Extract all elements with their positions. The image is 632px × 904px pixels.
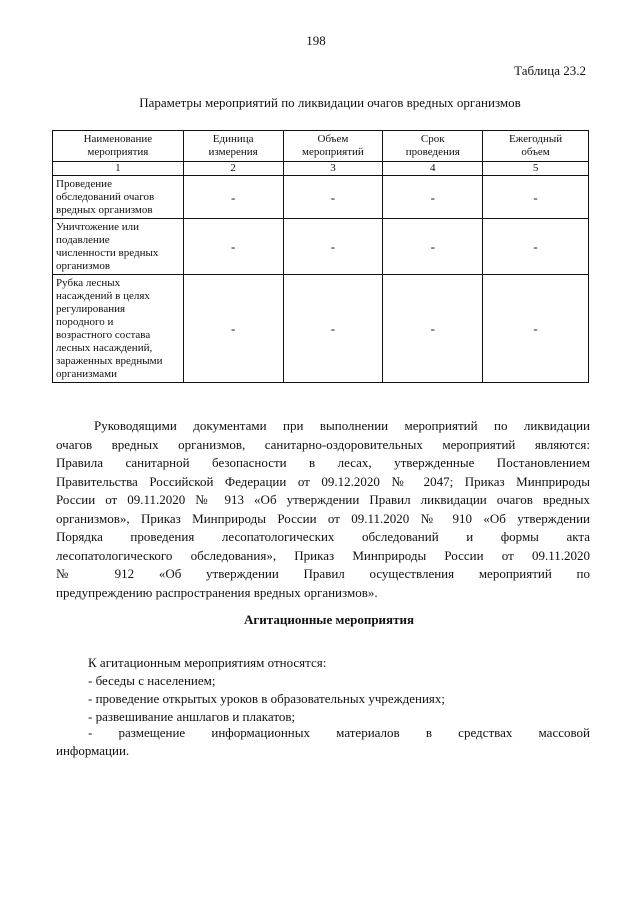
column-number: 4	[383, 162, 483, 176]
row-name-felling: Рубка лесных насаждений в целях регулирования породного и возрастного состава лесных насаждений, зараженных вредными организмами	[53, 275, 184, 383]
paragraph-line: Порядка проведения лесопатологических обследований и формы акта	[56, 529, 590, 544]
table-row	[53, 219, 589, 275]
header-cell-volume: Объем мероприятий	[283, 131, 383, 162]
column-number: 2	[183, 162, 283, 176]
header-cell-unit: Единица измерения	[183, 131, 283, 162]
list-intro: К агитационным мероприятиям относятся:	[88, 655, 327, 670]
cell-value: -	[483, 176, 589, 219]
last-list-item	[56, 724, 590, 760]
cell-value: -	[483, 219, 589, 275]
page-number: 198	[306, 33, 326, 48]
table-row	[53, 275, 589, 383]
parameters-table	[52, 130, 589, 383]
list-item-continuation: информации.	[56, 743, 130, 758]
column-number: 1	[53, 162, 184, 176]
header-cell-name: Наименование мероприятия	[53, 131, 184, 162]
cell-value: -	[183, 275, 283, 383]
column-number: 3	[283, 162, 383, 176]
cell-value: -	[283, 219, 383, 275]
table-header-row	[53, 131, 589, 162]
guidance-paragraph	[56, 417, 590, 602]
paragraph-line: Руководящими документами при выполнении мероприятий по ликвидации	[94, 418, 590, 433]
section-heading: Агитационные мероприятия	[244, 612, 414, 627]
row-name-suppression: Уничтожение или подавление численности вредных организмов	[53, 219, 184, 275]
row-name-survey: Проведение обследований очагов вредных организмов	[53, 176, 184, 219]
header-cell-annual: Ежегодный объем	[483, 131, 589, 162]
agitation-list	[56, 654, 590, 726]
table-label: Таблица 23.2	[514, 63, 586, 78]
paragraph-line: очагов вредных организмов, санитарно-оздоровительных мероприятий являются:	[56, 436, 590, 452]
paragraph-line: лесопатологического обследования», Приказ Минприроды России от 09.11.2020	[56, 547, 590, 563]
table-title: Параметры мероприятий по ликвидации очагов вредных организмов	[139, 95, 521, 110]
list-item: - беседы с населением;	[88, 673, 216, 688]
cell-value: -	[183, 176, 283, 219]
cell-value: -	[483, 275, 589, 383]
paragraph-line: Правительства Российской Федерации от 09.12.2020 № 2047; Приказ Минприроды	[56, 473, 590, 489]
paragraph-line: России от 09.11.2020 № 913 «Об утверждении Правил ликвидации очагов вредных	[56, 492, 590, 507]
cell-value: -	[183, 219, 283, 275]
cell-value: -	[383, 219, 483, 275]
list-item: - развешивание аншлагов и плакатов;	[88, 709, 296, 724]
paragraph-line: предупреждению распространения вредных организмов».	[56, 584, 378, 600]
cell-value: -	[283, 176, 383, 219]
cell-value: -	[283, 275, 383, 383]
cell-value: -	[383, 176, 483, 219]
column-number-row	[53, 162, 589, 176]
list-item: - размещение информационных материалов в средствах массовой	[88, 725, 590, 740]
cell-value: -	[383, 275, 483, 383]
header-cell-term: Срок проведения	[383, 131, 483, 162]
table-row	[53, 176, 589, 219]
column-number: 5	[483, 162, 589, 176]
paragraph-line: № 912 «Об утверждении Правил осуществления мероприятий по	[56, 566, 590, 581]
list-item: - проведение открытых уроков в образовательных учреждениях;	[88, 691, 446, 706]
paragraph-line: организмов», Приказ Минприроды России от 09.11.2020 № 910 «Об утверждении	[56, 510, 590, 526]
paragraph-line: Правила санитарной безопасности в лесах, утвержденные Постановлением	[56, 455, 590, 470]
